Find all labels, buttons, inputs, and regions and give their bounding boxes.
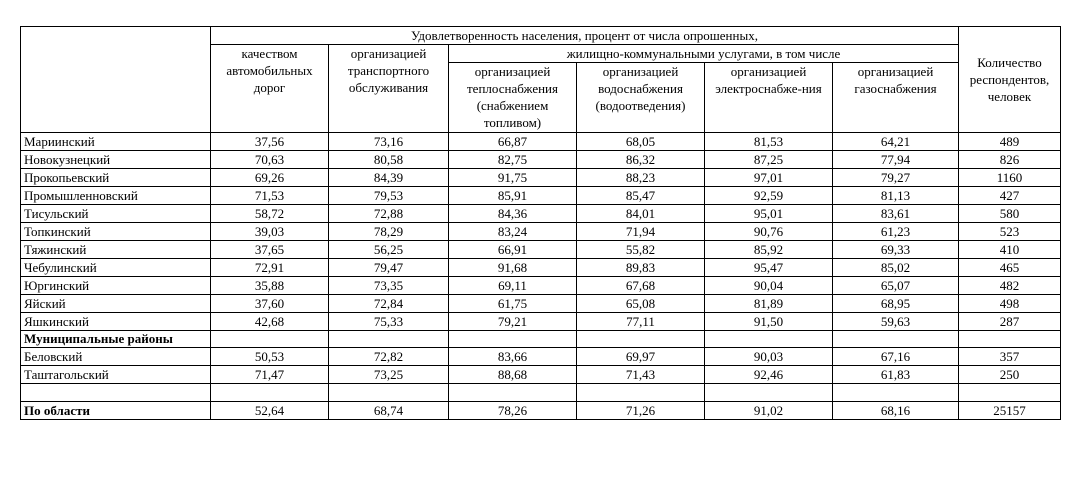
cell-water: 71,26 (577, 402, 705, 420)
cell-transport: 80,58 (329, 151, 449, 169)
cell-heat: 91,68 (449, 259, 577, 277)
header-gas: организацией газоснабжения (833, 63, 959, 133)
table-row (21, 259, 1061, 277)
cell-transport: 72,84 (329, 295, 449, 313)
section-row (21, 331, 1061, 348)
cell-water: 85,47 (577, 187, 705, 205)
district-name: Новокузнецкий (21, 151, 211, 169)
district-name: Тяжинский (21, 241, 211, 259)
cell-water: 69,97 (577, 348, 705, 366)
header-heat: организацией теплоснабжения (снабжением топливом) (449, 63, 577, 133)
district-name: Прокопьевский (21, 169, 211, 187)
cell-water: 77,11 (577, 313, 705, 331)
table-row (21, 313, 1061, 331)
header-transport: организацией транспортного обслуживания (329, 45, 449, 133)
empty-cell (577, 331, 705, 348)
empty-cell (705, 331, 833, 348)
cell-roads: 42,68 (211, 313, 329, 331)
cell-roads: 35,88 (211, 277, 329, 295)
cell-electric: 91,50 (705, 313, 833, 331)
cell-water: 89,83 (577, 259, 705, 277)
cell-electric: 81,53 (705, 133, 833, 151)
cell-respondents: 826 (959, 151, 1061, 169)
cell-heat: 85,91 (449, 187, 577, 205)
empty-cell (577, 384, 705, 402)
cell-water: 88,23 (577, 169, 705, 187)
cell-gas: 61,23 (833, 223, 959, 241)
district-name: Яйский (21, 295, 211, 313)
empty-cell (211, 384, 329, 402)
cell-transport: 73,16 (329, 133, 449, 151)
cell-electric: 85,92 (705, 241, 833, 259)
cell-transport: 73,35 (329, 277, 449, 295)
cell-respondents: 250 (959, 366, 1061, 384)
district-name: Промышленновский (21, 187, 211, 205)
cell-gas: 59,63 (833, 313, 959, 331)
cell-electric: 87,25 (705, 151, 833, 169)
empty-cell (705, 384, 833, 402)
cell-heat: 78,26 (449, 402, 577, 420)
empty-cell (329, 331, 449, 348)
cell-gas: 77,94 (833, 151, 959, 169)
cell-electric: 95,47 (705, 259, 833, 277)
header-respondents: Количество респондентов, человек (959, 27, 1061, 133)
cell-heat: 61,75 (449, 295, 577, 313)
cell-electric: 81,89 (705, 295, 833, 313)
cell-transport: 78,29 (329, 223, 449, 241)
empty-cell (959, 384, 1061, 402)
cell-roads: 50,53 (211, 348, 329, 366)
table-row (21, 277, 1061, 295)
empty-cell (449, 384, 577, 402)
cell-respondents: 465 (959, 259, 1061, 277)
empty-cell (211, 331, 329, 348)
cell-roads: 39,03 (211, 223, 329, 241)
cell-respondents: 25157 (959, 402, 1061, 420)
cell-water: 71,94 (577, 223, 705, 241)
cell-roads: 52,64 (211, 402, 329, 420)
district-name: Тисульский (21, 205, 211, 223)
district-name: Беловский (21, 348, 211, 366)
cell-gas: 61,83 (833, 366, 959, 384)
cell-respondents: 489 (959, 133, 1061, 151)
cell-roads: 70,63 (211, 151, 329, 169)
table-row (21, 241, 1061, 259)
cell-transport: 84,39 (329, 169, 449, 187)
cell-gas: 83,61 (833, 205, 959, 223)
header-group-title: Удовлетворенность населения, процент от числа опрошенных, (211, 27, 959, 45)
cell-electric: 97,01 (705, 169, 833, 187)
header-electric: организацией электроснабже-ния (705, 63, 833, 133)
cell-transport: 75,33 (329, 313, 449, 331)
cell-respondents: 357 (959, 348, 1061, 366)
total-row (21, 402, 1061, 420)
cell-transport: 68,74 (329, 402, 449, 420)
cell-transport: 72,88 (329, 205, 449, 223)
cell-water: 65,08 (577, 295, 705, 313)
cell-water: 71,43 (577, 366, 705, 384)
cell-gas: 85,02 (833, 259, 959, 277)
cell-roads: 37,60 (211, 295, 329, 313)
cell-roads: 58,72 (211, 205, 329, 223)
cell-roads: 37,65 (211, 241, 329, 259)
cell-heat: 83,24 (449, 223, 577, 241)
district-name: Яшкинский (21, 313, 211, 331)
table-row (21, 169, 1061, 187)
cell-gas: 64,21 (833, 133, 959, 151)
cell-water: 55,82 (577, 241, 705, 259)
table-row (21, 187, 1061, 205)
cell-gas: 69,33 (833, 241, 959, 259)
header-row-1 (21, 27, 1061, 45)
spacer-row (21, 384, 1061, 402)
cell-respondents: 580 (959, 205, 1061, 223)
header-housing-group: жилищно-коммунальными услугами, в том числе (449, 45, 959, 63)
cell-water: 68,05 (577, 133, 705, 151)
table-row (21, 223, 1061, 241)
cell-electric: 90,03 (705, 348, 833, 366)
cell-gas: 67,16 (833, 348, 959, 366)
empty-cell (833, 331, 959, 348)
cell-heat: 91,75 (449, 169, 577, 187)
table-row (21, 295, 1061, 313)
total-label: По области (21, 402, 211, 420)
cell-transport: 72,82 (329, 348, 449, 366)
cell-respondents: 1160 (959, 169, 1061, 187)
cell-electric: 92,46 (705, 366, 833, 384)
cell-transport: 79,47 (329, 259, 449, 277)
cell-heat: 66,91 (449, 241, 577, 259)
table-row (21, 133, 1061, 151)
cell-respondents: 410 (959, 241, 1061, 259)
cell-gas: 65,07 (833, 277, 959, 295)
table-row (21, 151, 1061, 169)
report-table-container (20, 26, 1061, 420)
header-water: организацией водоснабжения (водоотведения) (577, 63, 705, 133)
cell-respondents: 427 (959, 187, 1061, 205)
cell-roads: 72,91 (211, 259, 329, 277)
satisfaction-table (20, 26, 1061, 420)
empty-cell (959, 331, 1061, 348)
district-name: Мариинский (21, 133, 211, 151)
table-row (21, 348, 1061, 366)
cell-gas: 68,16 (833, 402, 959, 420)
district-name: Топкинский (21, 223, 211, 241)
cell-heat: 83,66 (449, 348, 577, 366)
cell-respondents: 523 (959, 223, 1061, 241)
cell-heat: 88,68 (449, 366, 577, 384)
district-name: Таштагольский (21, 366, 211, 384)
cell-heat: 82,75 (449, 151, 577, 169)
empty-cell (449, 331, 577, 348)
cell-water: 84,01 (577, 205, 705, 223)
cell-respondents: 482 (959, 277, 1061, 295)
cell-gas: 81,13 (833, 187, 959, 205)
empty-cell (329, 384, 449, 402)
cell-electric: 95,01 (705, 205, 833, 223)
cell-roads: 71,53 (211, 187, 329, 205)
cell-gas: 68,95 (833, 295, 959, 313)
empty-cell (21, 384, 211, 402)
district-name: Юргинский (21, 277, 211, 295)
cell-respondents: 287 (959, 313, 1061, 331)
empty-cell (833, 384, 959, 402)
cell-electric: 90,04 (705, 277, 833, 295)
cell-transport: 56,25 (329, 241, 449, 259)
cell-heat: 84,36 (449, 205, 577, 223)
cell-electric: 90,76 (705, 223, 833, 241)
header-corner-cell (21, 27, 211, 133)
cell-electric: 92,59 (705, 187, 833, 205)
cell-roads: 37,56 (211, 133, 329, 151)
cell-water: 67,68 (577, 277, 705, 295)
cell-transport: 73,25 (329, 366, 449, 384)
cell-roads: 69,26 (211, 169, 329, 187)
table-row (21, 205, 1061, 223)
cell-water: 86,32 (577, 151, 705, 169)
cell-heat: 69,11 (449, 277, 577, 295)
cell-heat: 66,87 (449, 133, 577, 151)
cell-gas: 79,27 (833, 169, 959, 187)
header-roads: качеством автомобильных дорог (211, 45, 329, 133)
cell-heat: 79,21 (449, 313, 577, 331)
table-row (21, 366, 1061, 384)
cell-respondents: 498 (959, 295, 1061, 313)
section-title: Муниципальные районы (21, 331, 211, 348)
cell-transport: 79,53 (329, 187, 449, 205)
cell-electric: 91,02 (705, 402, 833, 420)
district-name: Чебулинский (21, 259, 211, 277)
cell-roads: 71,47 (211, 366, 329, 384)
